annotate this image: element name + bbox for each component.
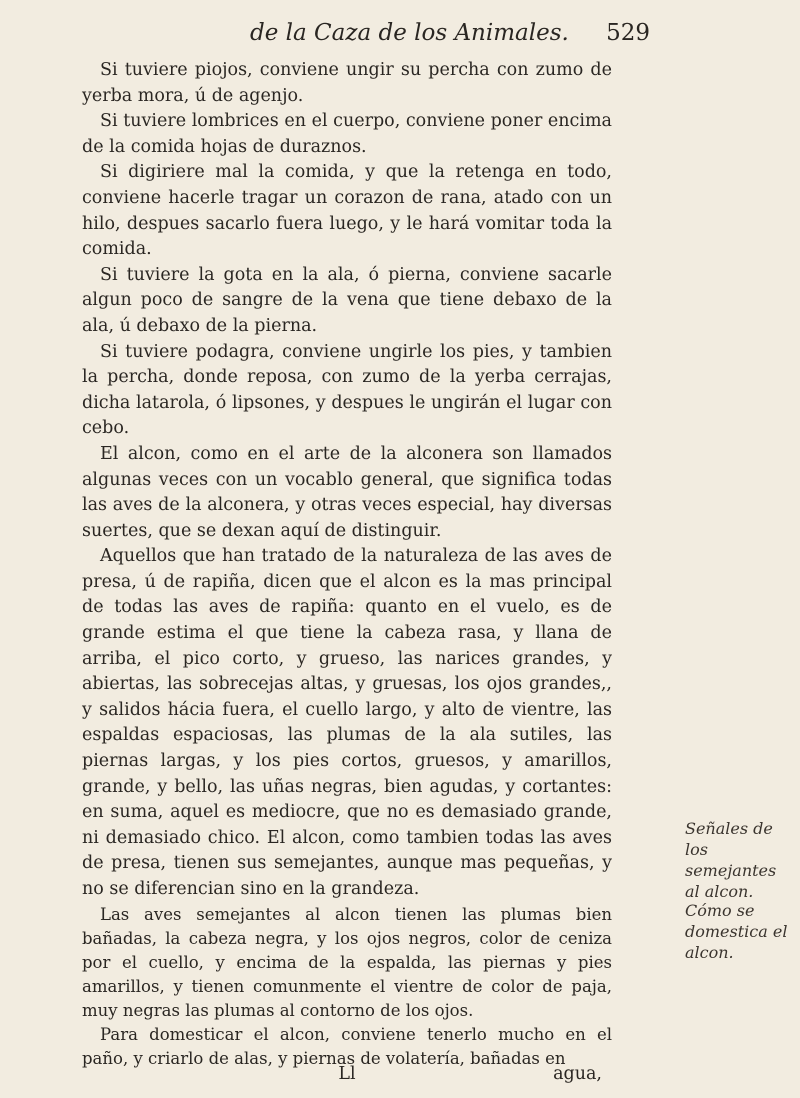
running-title: de la Caza de los Animales. — [250, 20, 569, 46]
paragraph-domesticar: Para domesticar el alcon, conviene tenerlo mucho en el paño, y criarlo de alas, y piernas de volatería, bañadas en — [82, 1024, 612, 1068]
running-header — [250, 20, 650, 60]
paragraph-lombrices: Si tuviere lombrices en el cuerpo, conviene poner encima de la comida hojas de duraznos. — [82, 111, 612, 157]
paragraph-piojos: Si tuviere piojos, conviene ungir su percha con zumo de yerba mora, ú de agenjo. — [82, 60, 612, 106]
paragraph-podagra: Si tuviere podagra, conviene ungirle los pies, y tambien la percha, donde reposa, con zumo de la yerba cerrajas, dicha latarola, ó lipsones, y despues le ungirán el lugar con cebo. — [82, 341, 612, 439]
margin-note-domestica: Cómo se domestica el alcon. — [685, 901, 788, 962]
paragraph-alcon-general: El alcon, como en el arte de la alconera son llamados algunas veces con un vocablo general, que significa todas las aves de la alconera, y otras veces especial, hay diversas suertes, que se dexan aquí de distinguir. — [82, 443, 612, 541]
paragraph-naturaleza: Aquellos que han tratado de la naturaleza de las aves de presa, ú de rapiña, dicen que el alcon es la mas principal de todas las aves de rapiña: quanto en el vuelo, es de grande estima el que tiene la cabeza rasa, y llana de arriba, el pico corto, y grueso, las narices grandes, y abiertas, las sobrecejas altas, y gruesas, los ojos grandes,, y salidos hácia fuera, el cuello largo, y alto de vientre, las espaldas espaciosas, las plumas de la ala sutiles, las piernas largas, y los pies cortos, gruesos, y amarillos, grande, y bello, las uñas negras, bien agudas, y cortantes: en suma, aquel es mediocre, que no es demasiado grande, ni demasiado chico. El alcon, como tambien todas las aves de presa, tienen sus semejantes, aunque mas pequeñas, y no se diferencian sino en la grandeza. — [82, 546, 612, 899]
page-footer — [82, 1064, 612, 1090]
body-text — [82, 58, 612, 1071]
paragraph-digestion: Si digiriere mal la comida, y que la retenga en todo, conviene hacerle tragar un corazon de rana, atado con un hilo, despues sacarlo fuera luego, y le hará vomitar toda la comida. — [82, 162, 612, 260]
catchword: agua, — [553, 1064, 602, 1084]
paragraph-semejantes: Las aves semejantes al alcon tienen las plumas bien bañadas, la cabeza negra, y los ojos negros, color de ceniza por el cuello, y encima de la espalda, las piernas y pies amarillos, y tienen comunmente el vientre de color de paja, muy negras las plumas al contorno de los ojos. — [82, 904, 612, 1020]
paragraph-gota: Si tuviere la gota en la ala, ó pierna, conviene sacarle algun poco de sangre de la vena que tiene debaxo de la ala, ú debaxo de la pierna. — [82, 264, 612, 336]
margin-note-senales: Señales de los semejantes al alcon. — [685, 819, 777, 901]
page-number: 529 — [606, 20, 650, 46]
signature-mark: Ll — [338, 1064, 356, 1084]
